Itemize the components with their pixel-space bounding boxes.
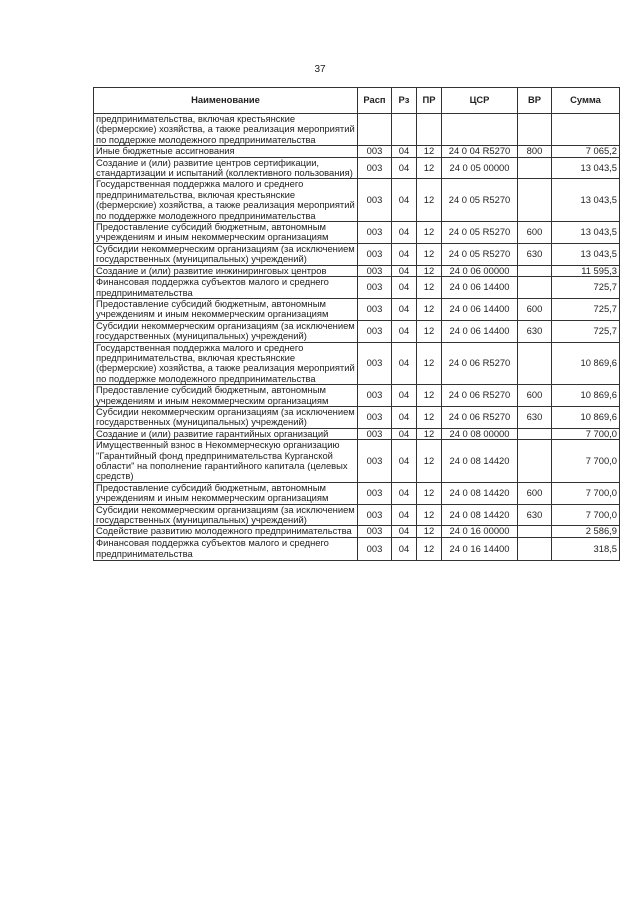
cell-vr	[518, 428, 552, 439]
table-row	[94, 385, 620, 407]
cell-rz: 04	[392, 157, 417, 179]
cell-rz: 04	[392, 298, 417, 320]
cell-rasp: 003	[358, 265, 392, 276]
header-sum: Сумма	[552, 88, 620, 114]
cell-csr: 24 0 06 R5270	[442, 342, 518, 385]
cell-vr	[518, 277, 552, 299]
cell-rasp: 003	[358, 537, 392, 560]
header-rz: Рз	[392, 88, 417, 114]
cell-name: Предоставление субсидий бюджетным, автономным учреждениям и иным некоммерческим организациям	[94, 222, 358, 244]
cell-pr: 12	[417, 320, 442, 342]
cell-pr: 12	[417, 526, 442, 537]
table-header-row	[94, 88, 620, 114]
cell-vr	[518, 265, 552, 276]
cell-rasp: 003	[358, 298, 392, 320]
cell-name: Финансовая поддержка субъектов малого и среднего предпринимательства	[94, 277, 358, 299]
cell-pr: 12	[417, 482, 442, 504]
cell-pr: 12	[417, 222, 442, 244]
cell-rasp: 003	[358, 157, 392, 179]
cell-pr: 12	[417, 179, 442, 222]
cell-sum: 7 700,0	[552, 440, 620, 483]
page-number: 37	[314, 64, 326, 75]
cell-rz: 04	[392, 440, 417, 483]
cell-rasp: 003	[358, 526, 392, 537]
table-row	[94, 146, 620, 157]
cell-rz	[392, 114, 417, 146]
header-pr: ПР	[417, 88, 442, 114]
cell-csr: 24 0 05 00000	[442, 157, 518, 179]
cell-vr: 600	[518, 482, 552, 504]
cell-rz: 04	[392, 428, 417, 439]
cell-vr: 800	[518, 146, 552, 157]
cell-csr	[442, 114, 518, 146]
budget-table	[93, 87, 620, 561]
cell-rasp: 003	[358, 320, 392, 342]
cell-sum: 318,5	[552, 537, 620, 560]
cell-name: Субсидии некоммерческим организациям (за исключением государственных (муниципальных) учреждений)	[94, 504, 358, 526]
cell-rasp: 003	[358, 428, 392, 439]
cell-csr: 24 0 05 R5270	[442, 243, 518, 265]
header-vr: ВР	[518, 88, 552, 114]
cell-pr: 12	[417, 537, 442, 560]
table-row	[94, 157, 620, 179]
cell-sum: 2 586,9	[552, 526, 620, 537]
cell-pr: 12	[417, 440, 442, 483]
cell-csr: 24 0 06 R5270	[442, 385, 518, 407]
cell-rz: 04	[392, 222, 417, 244]
cell-name: Субсидии некоммерческим организациям (за исключением государственных (муниципальных) учреждений)	[94, 320, 358, 342]
cell-name: Имущественный взнос в Некоммерческую организацию "Гарантийный фонд предпринимательства Курганской области" на пополнение гарантийного капитала (целевых средств)	[94, 440, 358, 483]
cell-vr: 630	[518, 243, 552, 265]
cell-name: Субсидии некоммерческим организациям (за исключением государственных (муниципальных) учреждений)	[94, 243, 358, 265]
cell-name: Предоставление субсидий бюджетным, автономным учреждениям и иным некоммерческим организациям	[94, 482, 358, 504]
table-row	[94, 265, 620, 276]
cell-name: Предоставление субсидий бюджетным, автономным учреждениям и иным некоммерческим организациям	[94, 385, 358, 407]
cell-sum: 7 700,0	[552, 428, 620, 439]
cell-csr: 24 0 16 00000	[442, 526, 518, 537]
cell-vr: 600	[518, 385, 552, 407]
cell-csr: 24 0 06 14400	[442, 298, 518, 320]
cell-rasp: 003	[358, 222, 392, 244]
cell-name: Иные бюджетные ассигнования	[94, 146, 358, 157]
header-csr: ЦСР	[442, 88, 518, 114]
cell-rasp	[358, 114, 392, 146]
cell-name: Создание и (или) развитие гарантийных организаций	[94, 428, 358, 439]
cell-vr	[518, 526, 552, 537]
cell-rasp: 003	[358, 277, 392, 299]
cell-rasp: 003	[358, 342, 392, 385]
cell-sum: 13 043,5	[552, 243, 620, 265]
table-row	[94, 526, 620, 537]
table-body	[94, 114, 620, 561]
cell-csr: 24 0 05 R5270	[442, 179, 518, 222]
cell-pr: 12	[417, 298, 442, 320]
table-row	[94, 482, 620, 504]
cell-pr: 12	[417, 428, 442, 439]
cell-sum: 725,7	[552, 320, 620, 342]
cell-rz: 04	[392, 265, 417, 276]
cell-pr	[417, 114, 442, 146]
table-row	[94, 537, 620, 560]
cell-pr: 12	[417, 406, 442, 428]
cell-sum	[552, 114, 620, 146]
cell-sum: 7 700,0	[552, 504, 620, 526]
table-row	[94, 298, 620, 320]
cell-name: Предоставление субсидий бюджетным, автономным учреждениям и иным некоммерческим организациям	[94, 298, 358, 320]
cell-rasp: 003	[358, 243, 392, 265]
cell-csr: 24 0 06 00000	[442, 265, 518, 276]
cell-csr: 24 0 06 14400	[442, 320, 518, 342]
cell-csr: 24 0 05 R5270	[442, 222, 518, 244]
table-row	[94, 342, 620, 385]
cell-pr: 12	[417, 243, 442, 265]
cell-csr: 24 0 04 R5270	[442, 146, 518, 157]
cell-csr: 24 0 06 R5270	[442, 406, 518, 428]
cell-rz: 04	[392, 179, 417, 222]
cell-name: Субсидии некоммерческим организациям (за исключением государственных (муниципальных) учреждений)	[94, 406, 358, 428]
cell-sum: 13 043,5	[552, 222, 620, 244]
cell-sum: 7 700,0	[552, 482, 620, 504]
cell-pr: 12	[417, 265, 442, 276]
cell-csr: 24 0 08 14420	[442, 504, 518, 526]
table-row	[94, 243, 620, 265]
table-row	[94, 406, 620, 428]
cell-rasp: 003	[358, 179, 392, 222]
cell-csr: 24 0 08 14420	[442, 440, 518, 483]
cell-sum: 725,7	[552, 277, 620, 299]
cell-rasp: 003	[358, 482, 392, 504]
cell-name: Создание и (или) развитие инжиниринговых центров	[94, 265, 358, 276]
table-row	[94, 277, 620, 299]
cell-vr	[518, 342, 552, 385]
cell-csr: 24 0 08 14420	[442, 482, 518, 504]
cell-name: Государственная поддержка малого и среднего предпринимательства, включая крестьянские (фермерские) хозяйства, а также реализация мероприятий по поддержке молодежного предпринимательства	[94, 342, 358, 385]
cell-sum: 725,7	[552, 298, 620, 320]
cell-pr: 12	[417, 277, 442, 299]
cell-pr: 12	[417, 342, 442, 385]
cell-name: предпринимательства, включая крестьянские (фермерские) хозяйства, а также реализация мероприятий по поддержке молодежного предпринимательства	[94, 114, 358, 146]
header-rasp: Расп	[358, 88, 392, 114]
cell-rz: 04	[392, 537, 417, 560]
cell-pr: 12	[417, 146, 442, 157]
table-row	[94, 428, 620, 439]
cell-pr: 12	[417, 385, 442, 407]
cell-csr: 24 0 08 00000	[442, 428, 518, 439]
cell-pr: 12	[417, 504, 442, 526]
cell-vr	[518, 114, 552, 146]
cell-rasp: 003	[358, 385, 392, 407]
table-row	[94, 222, 620, 244]
cell-vr: 600	[518, 298, 552, 320]
cell-rz: 04	[392, 146, 417, 157]
cell-name: Государственная поддержка малого и среднего предпринимательства, включая крестьянские (фермерские) хозяйства, а также реализация мероприятий по поддержке молодежного предпринимательства	[94, 179, 358, 222]
cell-vr	[518, 440, 552, 483]
cell-rasp: 003	[358, 406, 392, 428]
cell-csr: 24 0 06 14400	[442, 277, 518, 299]
cell-sum: 13 043,5	[552, 179, 620, 222]
table-row	[94, 179, 620, 222]
cell-sum: 10 869,6	[552, 342, 620, 385]
cell-vr: 600	[518, 222, 552, 244]
cell-sum: 7 065,2	[552, 146, 620, 157]
cell-rasp: 003	[358, 440, 392, 483]
cell-sum: 13 043,5	[552, 157, 620, 179]
cell-rz: 04	[392, 526, 417, 537]
cell-vr	[518, 179, 552, 222]
cell-rz: 04	[392, 320, 417, 342]
cell-rz: 04	[392, 406, 417, 428]
cell-name: Создание и (или) развитие центров сертификации, стандартизации и испытаний (коллективного пользования)	[94, 157, 358, 179]
cell-rz: 04	[392, 504, 417, 526]
cell-rasp: 003	[358, 146, 392, 157]
cell-name: Финансовая поддержка субъектов малого и среднего предпринимательства	[94, 537, 358, 560]
cell-rasp: 003	[358, 504, 392, 526]
cell-rz: 04	[392, 385, 417, 407]
cell-csr: 24 0 16 14400	[442, 537, 518, 560]
cell-vr: 630	[518, 320, 552, 342]
cell-sum: 11 595,3	[552, 265, 620, 276]
cell-pr: 12	[417, 157, 442, 179]
cell-vr: 630	[518, 504, 552, 526]
cell-rz: 04	[392, 342, 417, 385]
cell-vr	[518, 157, 552, 179]
table-row	[94, 440, 620, 483]
cell-sum: 10 869,6	[552, 385, 620, 407]
table-row	[94, 320, 620, 342]
cell-name: Содействие развитию молодежного предпринимательства	[94, 526, 358, 537]
header-name: Наименование	[94, 88, 358, 114]
cell-vr	[518, 537, 552, 560]
cell-sum: 10 869,6	[552, 406, 620, 428]
cell-vr: 630	[518, 406, 552, 428]
cell-rz: 04	[392, 243, 417, 265]
cell-rz: 04	[392, 482, 417, 504]
table-row	[94, 504, 620, 526]
table-row	[94, 114, 620, 146]
cell-rz: 04	[392, 277, 417, 299]
